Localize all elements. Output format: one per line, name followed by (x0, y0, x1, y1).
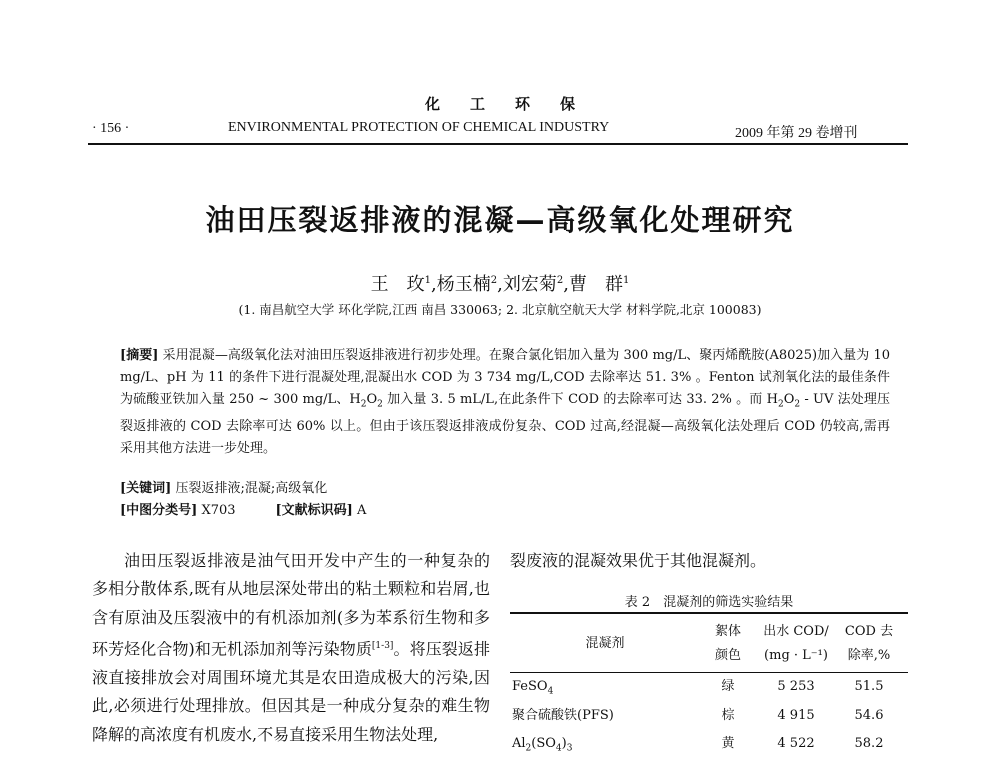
table-row-name (512, 677, 682, 702)
author: 杨玉楠 (436, 274, 491, 295)
class-value: X703 (201, 503, 236, 518)
table-cell-color: 黄 (721, 736, 735, 751)
table-cell-cod: 4 522 (777, 736, 815, 751)
class-label: [中图分类号] (120, 503, 198, 518)
table-row-name: 聚合硫酸铁(PFS) (512, 708, 614, 723)
header-effluent-cod (754, 620, 838, 668)
author: 王 玫 (370, 274, 425, 295)
subscript: 2 (525, 743, 532, 754)
subscript: 2 (794, 399, 801, 410)
table-cell-color: 棕 (721, 708, 735, 723)
subscript: 4 (555, 743, 562, 754)
table-cell-color: 绿 (721, 679, 735, 694)
table-caption: 表 2 混凝剂的筛选实验结果 (624, 595, 794, 610)
table-row-name (512, 734, 682, 759)
author: 刘宏菊 (502, 274, 557, 295)
table-cell-rate: 54.6 (854, 708, 884, 723)
header-line: 出水 COD/ (763, 624, 829, 639)
author-mark: 1 (622, 275, 630, 286)
citation: [1-3] (371, 641, 394, 652)
header-line: COD 去 (844, 624, 894, 639)
keywords-line (120, 477, 327, 496)
abstract-text: - UV 法处理压裂返排液的 COD 去除率可达 60% 以上。但由于该压裂返排液成份复杂、COD 过高,经混凝—高级氧化法处理后 COD 仍较高,需再采用其他方法进一步处理。 (120, 392, 890, 456)
table-cell-rate: 51.5 (854, 679, 884, 694)
header-line: 除率,% (847, 648, 891, 663)
body-text: 油田压裂返排液是油气田开发中产生的一种复杂的多相分散体系,既有从地层深处带出的粘土颗粒和岩屑,也含有原油及压裂液中的有机添加剂(多为苯系衍生物和多环芳烃化合物)和无机添加剂等污染物质 (92, 551, 490, 659)
journal-title-cn: 化工环保 (424, 95, 605, 113)
author-mark: 2 (490, 275, 498, 286)
abstract-text: O (366, 392, 378, 407)
header-line: 絮体 (714, 624, 741, 639)
abstract-text: 采用混凝—高级氧化法对油田压裂返排液进行初步处理。在聚合氯化铝加入量为 300 mg/L、聚丙烯酰胺(A8025)加入量为 10 mg/L、pH 为 11 的条件下进行混凝处理,混凝出水 COD 为 3 734 mg/L,COD 去除率达 51. 3% 。Fenton 试剂氧化法的最佳条件为硫酸亚铁加入量 250 ~ 300 mg/L、H (120, 348, 890, 407)
doc-code-value: A (356, 503, 367, 518)
table-cell-cod: 5 253 (777, 679, 815, 694)
author-mark: 2 (556, 275, 564, 286)
subscript: 3 (566, 743, 573, 754)
header-agent: 混凝剂 (585, 636, 625, 651)
classification-line (120, 499, 366, 518)
cell-text: (SO (531, 736, 556, 751)
cell-text: FeSO (512, 679, 548, 694)
abstract (120, 345, 890, 460)
abstract-text: O (783, 392, 795, 407)
body-left-column (92, 547, 490, 749)
abstract-text: 加入量 3. 5 mL/L,在此条件下 COD 的去除率可达 33. 2% 。而 H (382, 392, 778, 407)
table-cell-rate: 58.2 (854, 736, 884, 751)
author-list: 王 玫$^1$,杨玉楠$^2$,刘宏菊$^2$,曹 群$^1$ (370, 274, 630, 295)
body-paragraph (92, 547, 490, 749)
header-floc-color (706, 620, 750, 668)
subscript: 2 (360, 399, 367, 410)
cell-text: Al (512, 736, 526, 751)
keywords-text: 压裂返排液;混凝;高级氧化 (175, 481, 328, 496)
author: 曹 群 (568, 274, 623, 295)
table-cell-cod: 4 915 (777, 708, 815, 723)
subscript: 2 (377, 399, 383, 410)
header-rule (88, 143, 908, 145)
cell-text: ) (561, 736, 567, 751)
subscript: 4 (547, 686, 554, 697)
table-header-rule (510, 672, 908, 673)
body-right-text: 裂废液的混凝效果优于其他混凝剂。 (510, 551, 767, 570)
body-text: 。将压裂返排液直接排放会对周围环境尤其是农田造成极大的污染,因此,必须进行处理排放。但因其是一种成分复杂的难生物降解的高浓度有机废水,不易直接采用生物法处理, (92, 639, 490, 744)
subscript: 2 (777, 399, 784, 410)
doc-code-label: [文献标识码] (275, 503, 353, 518)
keywords-label: [关键词] (120, 481, 172, 496)
article-title: 油田压裂返排液的混凝—高级氧化处理研究 (205, 203, 795, 237)
header-line: 颜色 (714, 648, 741, 663)
affiliation: (1. 南昌航空大学 环化学院,江西 南昌 330063; 2. 北京航空航天大学 材料学院,北京 100083) (238, 302, 762, 317)
header-cod-removal (838, 620, 900, 668)
journal-title-en: ENVIRONMENTAL PROTECTION OF CHEMICAL INDUSTRY (228, 120, 610, 135)
page-number: · 156 · (92, 121, 130, 136)
abstract-label: [摘要] (120, 348, 159, 363)
table-top-rule (510, 612, 908, 614)
header-line: (mg · L⁻¹) (764, 648, 828, 663)
author-mark: 1 (424, 275, 432, 286)
issue-info: 2009 年第 29 卷增刊 (735, 126, 858, 141)
